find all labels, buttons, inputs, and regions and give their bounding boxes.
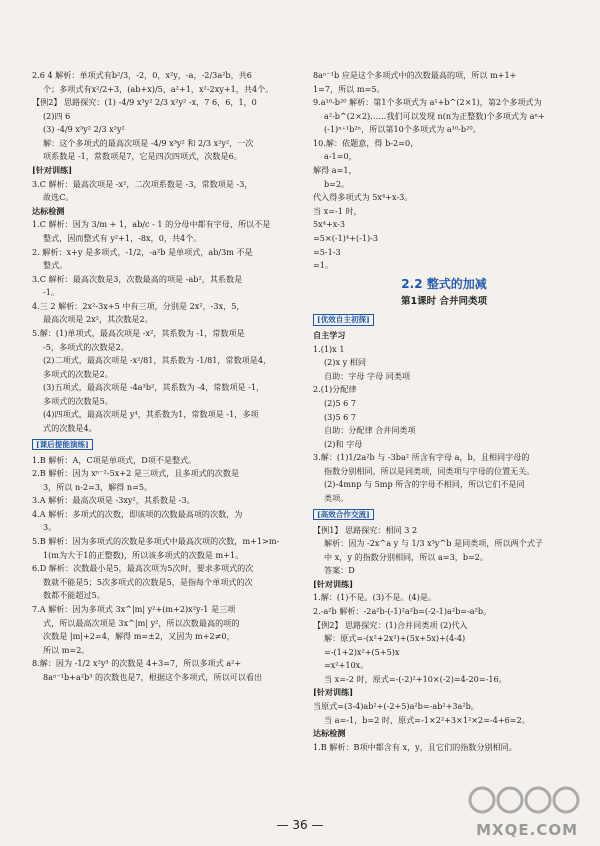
text-line: 4.A 解析：多项式的次数，即该项的次数最高项的次数，为: [32, 508, 243, 519]
text-line: 1.B 解析：B项中都含有 x，y，且它们的指数分别相同。: [313, 741, 517, 752]
text-line: =1。: [313, 260, 334, 271]
text-line: 7.A 解析：因为多项式 3x^|m| y²+(m+2)x²y-1 是三项: [32, 603, 236, 614]
section-box-row: [313, 312, 575, 328]
section-box-label: [优效自主初探]: [313, 314, 374, 326]
text-line: (3)五项式，最高次项是 -4a³b²，其系数为 -4，常数项是 -1，: [43, 382, 265, 393]
subheading: [针对训练]: [313, 687, 354, 698]
text-line: 1=7，所以 m=5。: [313, 83, 385, 94]
text-line: 8aⁿ⁻¹b+a²b³ 的次数也是7，根据这个多项式，所以可以看出: [43, 671, 263, 682]
text-line: 当 a=-1，b=2 时，原式=-1×2²+3×1²×2=-4+6=2。: [324, 714, 530, 725]
text-line: 6.D 解析：次数最小是5，最高次项为5次时，要求多项式的次: [32, 563, 254, 574]
text-line: 5.解：(1)单项式，最高次项是 -x²，其系数为 -1，常数项是: [32, 327, 245, 338]
text-line: 3.A 解析：最高次项是 -3xy²，其系数是 -3。: [32, 495, 195, 506]
text-line: =x²+10x。: [324, 660, 369, 671]
text-line: 所以 m=2。: [43, 644, 90, 655]
text-line: (-1)ⁿ⁺¹b²ⁿ，所以第10个多项式为 a¹⁰-b²⁰。: [324, 124, 481, 135]
text-line: 解得 a=1，: [313, 165, 357, 176]
text-line: 数就不能是5；5次多项式的次数是5，是指每个单项式的次: [43, 576, 253, 587]
text-line: (3)5 6 7: [324, 411, 357, 422]
section-box-row: [313, 507, 575, 523]
text-line: 式的次数是4。: [43, 423, 97, 434]
text-line: 【例2】 思路探究：(1) -4/9 x³y² 2/3 x²y² -x，7 6，6，1，0: [32, 97, 257, 108]
text-line: 1.解：(1)不是。(3)不是。(4)是。: [313, 592, 437, 603]
subheading: [针对训练]: [313, 578, 354, 589]
text-line: 4.三 2 解析：2x²-3x+5 中有三项，分别是 2x²，-3x，5，: [32, 300, 245, 311]
text-line: 项系数是 -1，常数项是7，它是四次四项式，次数是6。: [43, 151, 242, 162]
text-line: 【例1】 思路探究：相同 3 2: [313, 524, 418, 535]
text-line: 数都不能超过5。: [43, 590, 105, 601]
text-line: 最高次项是 2x²，其次数是2。: [43, 314, 153, 325]
lesson-title: 第1课时 合并同类项: [401, 295, 487, 307]
section-box-label: [高效合作交流]: [313, 509, 374, 521]
text-line: 当原式=(3-4)ab²+(-2+5)a²b=-ab²+3a²b。: [313, 701, 479, 712]
text-line: 8aⁿ⁻¹b 应是这个多项式中的次数最高的项，所以 m+1+: [313, 70, 517, 80]
text-line: a-1=0，: [324, 151, 357, 162]
text-line: 5.B 解析：因为多项式的次数是多项式中最高次项的次数，m+1>m-: [32, 536, 280, 547]
text-line: 答案：D: [324, 565, 355, 576]
text-line: 3。: [43, 522, 57, 533]
text-line: 解：原式=-(x²+2x²)+(5x+5x)+(4-4): [324, 633, 466, 644]
text-line: 个；多项式有x²/2+3，(ab+x)/5，a²+1，x²-2xy+1，共4个。: [43, 83, 274, 94]
text-line: 次数是 |m|+2=4，解得 m=±2，又因为 m+2≠0，: [43, 631, 235, 642]
text-line: 解析：因为 -2x^a y 与 1/3 x³y^b 是同类项，所以两个式子: [324, 538, 544, 549]
text-line: (2)x y 相同: [324, 357, 366, 368]
section-box-row: [32, 437, 298, 453]
text-line: 1(m为大于1的正整数)，所以该多项式的次数是 m+1。: [43, 549, 244, 560]
right-column: [313, 70, 575, 755]
text-line: 3，所以 n-2=3，解得 n=5。: [43, 481, 153, 492]
text-line: 3.解：(1)1/2a²b 与 -3ba² 所含有字母 a，b，且相同字母的: [313, 452, 530, 463]
section-box-label: [课后提能演练]: [32, 439, 93, 451]
text-line: (4)四项式，最高次项是 y⁴，其系数为1，常数项是 -1，多项: [43, 409, 259, 420]
text-line: 解：这个多项式的最高次项是 -4/9 x³y² 和 2/3 x²y²，一次: [43, 137, 254, 148]
text-line: 故选C。: [43, 192, 74, 203]
text-line: 当 x=-2 时，原式=-(-2)²+10×(-2)=4-20=-16。: [324, 673, 507, 684]
text-line: 中 x，y 的指数分别相同，所以 a=3，b=2。: [324, 551, 489, 562]
text-line: 3.C 解析：最高次数是3，次数最高的项是 -ab²，其系数是: [32, 273, 243, 284]
text-line: 多项式的次数是5。: [43, 395, 113, 406]
text-line: 1.B 解析：A，C项是单项式，D项不是整式。: [32, 454, 197, 465]
text-line: 2. 解析：x+y 是多项式，-1/2，-a²b 是单项式，ab/3m 不是: [32, 246, 253, 257]
text-line: 9.a¹⁰-b²⁰ 解析：第1个多项式为 a¹+b^(2×1)，第2个多项式为: [313, 97, 542, 108]
watermark-text: MXQE.COM: [476, 821, 578, 839]
text-line: 2.B 解析：因为 xⁿ⁻²-5x+2 是三项式，且多项式的次数是: [32, 468, 240, 479]
text-line: 2.-a²b 解析：-2a²b-(-1)²a²b=(-2-1)a²b=-a²b。: [313, 605, 492, 616]
page-number: — 36 —: [276, 818, 324, 832]
text-line: =5×(-1)⁴+(-1)-3: [313, 232, 379, 243]
text-line: 自助：分配律 合并同类项: [324, 425, 416, 436]
text-line: 1.(1)x 1: [313, 343, 345, 354]
text-line: 8.解：因为 -1/2 x²y³ 的次数是 4+3=7，所以多项式 a²+: [32, 658, 242, 669]
text-line: 当 x=-1 时，: [313, 205, 362, 216]
text-line: (2)5 6 7: [324, 397, 357, 408]
text-line: 代入得多项式为 5x⁴+x-3。: [313, 192, 413, 203]
text-line: 3.C 解析：最高次项是 -x²，二次项系数是 -3，常数项是 -3，: [32, 178, 253, 189]
text-line: =-(1+2)x²+(5+5)x: [324, 646, 400, 657]
text-line: (2)-4mnp 与 5mp 所含的字母不相同，所以它们不是同: [324, 479, 525, 490]
section-title: 2.2 整式的加减: [401, 276, 487, 291]
text-line: (2)二项式，最高次项是 -x²/81，其系数为 -1/81，常数项是4，: [43, 355, 272, 366]
text-line: b=2。: [324, 178, 350, 189]
subheading: 达标检测: [32, 205, 65, 216]
text-line: 类项。: [324, 492, 349, 503]
text-line: -1。: [43, 287, 59, 298]
subheading: [针对训练]: [32, 165, 73, 176]
text-line: (3) -4/9 x³y² 2/3 x²y²: [43, 124, 125, 135]
text-line: 多项式的次数是2。: [43, 368, 113, 379]
left-column: [32, 70, 298, 685]
text-line: 10.解：依题意，得 b-2=0，: [313, 137, 419, 148]
text-line: 2.6 4 解析：单项式有b²/3，-2，0，x²y，-a，-2/3a²b，共6: [32, 70, 252, 80]
text-line: a²-b^(2×2)……我们可以发现 n(n为正整数)个多项式为 aⁿ+: [324, 110, 545, 121]
text-line: 自助：字母 字母 同类项: [324, 370, 411, 381]
text-line: -5，多项式的次数是2。: [43, 341, 129, 352]
text-line: 式，所以最高次项是 3x^|m| y²，所以次数最高的项的: [43, 617, 240, 628]
text-line: 【例2】 思路探究：(1)合并同类项 (2)代入: [313, 619, 468, 630]
text-line: 指数分别相同，所以是同类项，同类项与字母的位置无关。: [324, 465, 535, 476]
text-line: =5-1-3: [313, 246, 341, 257]
text-line: (2)和 字母: [324, 438, 363, 449]
subheading: 达标检测: [313, 728, 346, 739]
text-line: 5x⁴+x-3: [313, 219, 346, 230]
text-line: 整式，因而整式有 y²+1，-8x，0，共4个。: [43, 232, 202, 243]
text-line: (2)四 6: [43, 110, 71, 121]
subheading: 自主学习: [313, 330, 346, 341]
text-line: 整式。: [43, 260, 68, 271]
text-line: 1.C 解析：因为 3/m + 1，ab/c - 1 的分母中都有字母，所以不是: [32, 219, 271, 230]
text-line: 2.(1)分配律: [313, 384, 357, 395]
